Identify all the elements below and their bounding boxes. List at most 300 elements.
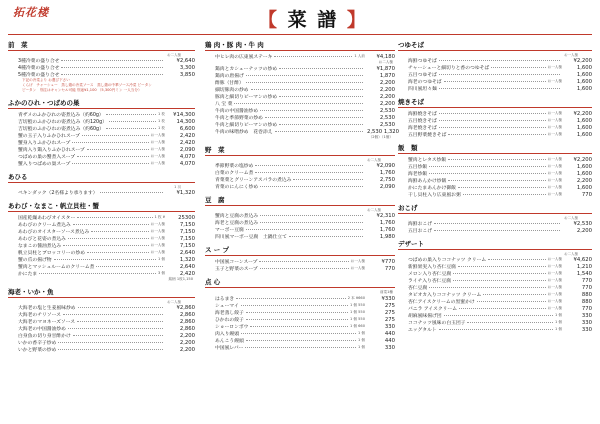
menu-item: [398, 256, 592, 263]
menu-item-quantity: お一人様: [150, 236, 165, 240]
dot-leader: [106, 114, 156, 115]
menu-section: [8, 172, 195, 196]
menu-item: [8, 256, 195, 263]
menu-section: [205, 245, 395, 272]
menu-item-name: 季節野菜の塩炒め: [215, 164, 254, 169]
menu-item-price: 330: [581, 319, 592, 326]
menu-item-price: 7,150: [179, 228, 195, 235]
menu-item-price: 440: [384, 337, 395, 344]
section-heading: 鶏 肉・豚 肉・牛 肉: [205, 40, 395, 51]
menu-item-name: 肉入り饅頭: [215, 332, 239, 337]
menu-item-name: 帆立貝柱とブロッコリーの炒め: [18, 251, 86, 256]
menu-item-name: 吉切鮫のふかひれの姿煮込み（約60g）: [18, 127, 104, 132]
dot-leader: [87, 149, 149, 150]
menu-item-name: 杏仁アイスクリームの黒蜜かけ: [408, 300, 475, 305]
menu-column-right: [398, 40, 592, 338]
section-serving-note: お二人様: [367, 158, 381, 162]
menu-item: [205, 302, 395, 309]
menu-section: [398, 40, 592, 92]
menu-note: 銘柄 1枚1,150: [168, 277, 193, 281]
menu-item-price: 770: [384, 265, 395, 272]
menu-item: [8, 235, 195, 242]
dot-leader: [72, 142, 148, 143]
menu-item-name: あわびのクリーム煮込み: [18, 223, 71, 228]
dot-leader: [483, 294, 545, 295]
menu-item: [205, 169, 395, 176]
dot-leader: [61, 74, 163, 75]
menu-item-price: 770: [581, 277, 592, 284]
section-heading: 海老・いか・魚: [8, 287, 195, 298]
section-heading: 前 菜: [8, 40, 195, 51]
menu-item: [398, 191, 592, 198]
menu-item-quantity: お一人様: [150, 250, 165, 254]
menu-item-name: 五目焼きそば: [408, 119, 437, 124]
menu-section: [398, 143, 592, 198]
menu-item-name: メロン入り杏仁豆腐: [408, 272, 452, 277]
menu-item-price: 1,600: [576, 64, 592, 71]
menu-item: [398, 170, 592, 177]
menu-item-name: はるまき: [215, 297, 235, 302]
dot-leader: [236, 298, 345, 299]
menu-item: [205, 337, 395, 344]
menu-item-price: ¥330: [381, 295, 395, 302]
menu-item-price: ¥4,180: [376, 53, 395, 60]
menu-item-name: 干し貝柱入り広東風お粥: [408, 193, 461, 198]
menu-item-name: 国産乾燥あわびオイスター: [18, 216, 76, 221]
section-heading: 焼きそば: [398, 97, 592, 108]
menu-item-price: 6,600: [179, 125, 195, 132]
dot-leader: [255, 172, 363, 173]
menu-item: [398, 110, 592, 117]
menu-item-price: 1,210: [576, 263, 592, 270]
dot-leader: [439, 120, 546, 121]
dot-leader: [87, 252, 149, 253]
menu-item-quantity: 1 個 550: [349, 317, 365, 321]
menu-item-quantity: お一人様: [547, 79, 562, 83]
dot-leader: [61, 67, 163, 68]
dot-leader: [246, 75, 363, 76]
dot-leader: [459, 308, 546, 309]
menu-item: [8, 111, 195, 118]
menu-item-price: 1,600: [576, 163, 592, 170]
menu-item-price: 330: [384, 344, 395, 351]
menu-item-quantity: お一人様: [547, 257, 562, 261]
menu-item-name: あんこう饅頭: [215, 339, 244, 344]
dot-leader: [77, 156, 149, 157]
dot-leader: [63, 314, 163, 315]
menu-item-price: 1,600: [576, 117, 592, 124]
menu-item-name: かにたま: [18, 272, 38, 277]
menu-item-name: 五目炒飯: [408, 165, 428, 170]
dot-leader: [58, 342, 163, 343]
menu-item-name: 新鮮果実入り杏仁豆腐: [408, 265, 456, 270]
menu-section: [8, 287, 195, 353]
menu-item-name: 白身魚の切り身甘酢かけ: [18, 334, 71, 339]
menu-section: [205, 145, 395, 190]
menu-item-price: 1,600: [576, 85, 592, 92]
dot-leader: [448, 134, 545, 135]
menu-item: [205, 114, 395, 121]
menu-item-name: 5種冷菜の盛り合せ: [18, 73, 60, 78]
section-heading: おこげ: [398, 203, 592, 214]
section-serving-note: お一人様: [564, 53, 578, 57]
section-heading: 豆 腐: [205, 195, 395, 206]
section-serving-note: お二人様: [564, 216, 578, 220]
menu-item: [8, 125, 195, 132]
menu-item-name: 海鮮焼きそば: [408, 112, 437, 117]
menu-section: [205, 195, 395, 240]
menu-item-quantity: 1 個 550: [349, 310, 365, 314]
menu-item-price: 880: [581, 291, 592, 298]
menu-item: [205, 309, 395, 316]
menu-item-price: ¥2,090: [376, 162, 395, 169]
dot-leader: [453, 273, 545, 274]
menu-item-quantity: 1 枚: [157, 126, 165, 130]
menu-item: [398, 305, 592, 312]
menu-item-quantity: お一人様: [547, 192, 562, 196]
menu-item-name: 青菜菜とグリーンアスパラの煮込み: [215, 178, 292, 183]
menu-item-name: 玉子と野菜のスープ: [215, 267, 258, 272]
menu-item: [398, 71, 592, 78]
menu-item-name: バニラ アイスクリーム: [408, 307, 458, 312]
menu-item-quantity: 1 人前: [354, 54, 365, 58]
menu-item: [205, 183, 395, 190]
dot-leader: [246, 319, 348, 320]
menu-item-price: 4,070: [179, 160, 195, 167]
menu-item-name: 蟹肉と豆腐の煮込み: [215, 214, 259, 219]
menu-note: お二人様: [378, 60, 393, 64]
dot-leader: [246, 82, 363, 83]
section-serving-note: お二人様: [167, 300, 181, 304]
menu-item-name: 大海老の中国醤油炒め: [18, 327, 66, 332]
dot-leader: [439, 60, 560, 61]
menu-item: [205, 212, 395, 219]
menu-section: [8, 40, 195, 93]
menu-item: [8, 57, 195, 64]
menu-item-quantity: お一人様: [547, 65, 562, 69]
menu-item: [8, 228, 195, 235]
dot-leader: [109, 121, 156, 122]
menu-item-name: 五目野菜焼きそば: [408, 133, 447, 138]
dot-leader: [275, 131, 363, 132]
menu-note: （2個）（1個）: [368, 135, 393, 139]
menu-item: [205, 65, 395, 72]
menu-column-left: [8, 40, 195, 358]
menu-item-quantity: 1 枚: [157, 119, 165, 123]
section-serving-note: お二人様: [564, 252, 578, 256]
menu-item-price: ¥2,200: [573, 57, 592, 64]
menu-item-name: 牛肉と細切りピーマンの炒め: [215, 123, 278, 128]
menu-item-name: 4種冷菜の盛り合せ: [18, 66, 60, 71]
dot-leader: [458, 266, 546, 267]
menu-item-price: 2,200: [379, 86, 395, 93]
dot-leader: [72, 163, 148, 164]
menu-item: [8, 64, 195, 71]
menu-item-name: 豚肉と細切りピーマンの炒め: [215, 95, 278, 100]
menu-item: [8, 242, 195, 249]
section-heading: 飯 類: [398, 143, 592, 154]
menu-item-name: 大海老の塩と生姜風味炒め: [18, 306, 76, 311]
menu-item-price: 1,600: [576, 78, 592, 85]
menu-item: [205, 121, 395, 128]
dot-leader: [260, 268, 349, 269]
menu-item-name: 青菜のにんにく炒め: [215, 185, 259, 190]
menu-item: [205, 107, 395, 114]
dot-leader: [439, 74, 560, 75]
menu-item-name: 3種冷菜の盛り合せ: [18, 59, 60, 64]
menu-item: [205, 258, 395, 265]
menu-item: [398, 270, 592, 277]
menu-item-price: 7,150: [179, 242, 195, 249]
menu-item: [398, 220, 592, 227]
menu-item-quantity: お一人様: [547, 125, 562, 129]
dot-leader: [279, 124, 363, 125]
dot-leader: [245, 347, 356, 348]
menu-item: [398, 85, 592, 92]
menu-item-price: ¥2,200: [573, 110, 592, 117]
menu-item-price: 2,640: [179, 263, 195, 270]
menu-item-name: マーボー豆腐: [215, 228, 244, 233]
menu-item-price: 7,150: [179, 221, 195, 228]
menu-item: [398, 326, 592, 333]
menu-section: [8, 201, 195, 282]
dot-leader: [429, 166, 545, 167]
dot-leader: [234, 103, 363, 104]
menu-item-price: ¥2,200: [573, 156, 592, 163]
menu-item: [8, 304, 195, 311]
menu-item: [398, 57, 592, 64]
menu-item-quantity: 1 枚: [157, 112, 165, 116]
menu-item: [8, 132, 195, 139]
dot-leader: [260, 215, 363, 216]
menu-item-name: かにたまあんかけ御飯: [408, 186, 456, 191]
menu-item-name: 細切豚肉の炒め: [215, 88, 249, 93]
dot-leader: [467, 322, 553, 323]
menu-item-name: エッグタルト: [408, 328, 437, 333]
menu-item-name: いかと野菜の炒め: [18, 348, 57, 353]
menu-item-price: 2,860: [179, 318, 195, 325]
menu-item-quantity: 1 個: [554, 327, 562, 331]
menu-item-price: ¥14,300: [173, 111, 195, 118]
menu-item-name: 牛肉と季節野菜の炒め: [215, 116, 263, 121]
menu-item-name: 海鮮つゆそば: [408, 59, 437, 64]
menu-item-price: 1,760: [379, 169, 395, 176]
menu-item-quantity: お一人様: [547, 178, 562, 182]
menu-item-name: 八 宝 菜: [215, 102, 233, 107]
menu-item-price: 14,300: [176, 118, 195, 125]
menu-item: [8, 270, 195, 277]
menu-item-name: 四川風マーボー豆腐 土鍋仕立て: [215, 235, 287, 240]
menu-item-name: 牛肉の味噌炒め 花巻添え: [215, 130, 273, 135]
menu-item-price: ¥4,620: [573, 256, 592, 263]
menu-item-price: 1,760: [379, 226, 395, 233]
section-heading: 点 心: [205, 277, 395, 288]
menu-item-price: 770: [581, 191, 592, 198]
menu-item-quantity: お一人様: [150, 133, 165, 137]
menu-item-price: 330: [581, 312, 592, 319]
menu-item: [8, 160, 195, 167]
dot-leader: [68, 238, 149, 239]
menu-item-quantity: お一人様: [547, 132, 562, 136]
dot-leader: [259, 261, 348, 262]
menu-item-quantity: 1 個: [157, 257, 165, 261]
dot-leader: [246, 340, 356, 341]
menu-item-name: 酢豚（甘酢）: [215, 81, 244, 86]
dot-leader: [274, 56, 352, 57]
menu-item-price: 275: [384, 316, 395, 323]
menu-note: ピータン 別注はキャンセル可能 別途¥1,100 （5,300円ミン 一人当分）: [22, 88, 142, 92]
menu-section: [8, 98, 195, 167]
dot-leader: [448, 180, 545, 181]
menu-item: [205, 226, 395, 233]
menu-item-name: いかの香辛子炒め: [18, 341, 57, 346]
menu-item-quantity: 1 個: [357, 338, 365, 342]
menu-item-name: 中国風レバー: [215, 346, 244, 351]
menu-note: くらげ チャーシュー 蒸し鶏の冷菜ソース 蒸し鶏の中華ソース冷菜 ピータン: [22, 83, 152, 87]
menu-item-price: ¥2,860: [176, 304, 195, 311]
menu-item-quantity: お一人様: [547, 306, 562, 310]
menu-item-quantity: お一人様: [547, 185, 562, 189]
menu-item-name: 鶏肉の唐揚げ: [215, 74, 244, 79]
menu-item: [398, 117, 592, 124]
menu-item-quantity: お一人様: [150, 161, 165, 165]
dot-leader: [289, 236, 363, 237]
menu-item-price: 330: [384, 323, 395, 330]
menu-column-middle: [205, 40, 400, 356]
menu-item: [205, 79, 395, 86]
menu-item-quantity: お一人様: [547, 118, 562, 122]
title-bracket-close: 】: [346, 9, 368, 31]
menu-item-name: 大海老のチリソース: [18, 313, 61, 318]
dot-leader: [246, 312, 348, 313]
menu-item: [205, 344, 395, 351]
section-heading: ス ー プ: [205, 245, 395, 256]
menu-item-quantity: 1 個 550: [349, 303, 365, 307]
menu-item-name: 四川風坦々麺: [408, 87, 437, 92]
dot-leader: [61, 60, 163, 61]
menu-item-price: 2,530: [379, 107, 395, 114]
menu-item: [398, 227, 592, 234]
menu-item-name: 大海老のマヨネーズソース: [18, 320, 76, 325]
dot-leader: [293, 179, 363, 180]
menu-item-price: ¥2,530: [573, 220, 592, 227]
menu-item-quantity: お一人様: [150, 229, 165, 233]
menu-item-name: 鶏肉とカシューナッツの炒め: [215, 67, 278, 72]
menu-item-name: 蟹入りつばめの巣スープ: [18, 162, 71, 167]
dot-leader: [260, 222, 363, 223]
menu-item-name: シューマイ: [215, 304, 239, 309]
menu-item: [8, 146, 195, 153]
dot-leader: [448, 159, 545, 160]
menu-item-price: 4,070: [179, 153, 195, 160]
dot-leader: [439, 113, 546, 114]
menu-item-price: 2,200: [379, 79, 395, 86]
dot-leader: [78, 307, 163, 308]
dot-leader: [444, 81, 546, 82]
menu-item: [205, 295, 395, 302]
menu-item-name: 蟹の玉子入りふかひれスープ: [18, 134, 80, 139]
menu-item: [398, 124, 592, 131]
menu-item: [8, 153, 195, 160]
menu-item: [205, 53, 395, 60]
menu-item-name: 五目つゆそば: [408, 73, 437, 78]
menu-item: [205, 233, 395, 240]
menu-item-quantity: 3 個: [157, 271, 165, 275]
section-serving-note: お二人様: [367, 208, 381, 212]
menu-item-price: 2,530 1,320: [367, 128, 400, 135]
menu-item: [8, 249, 195, 256]
dot-leader: [63, 245, 148, 246]
menu-item-price: 275: [384, 302, 395, 309]
section-heading: つゆそば: [398, 40, 592, 51]
menu-item: [8, 332, 195, 339]
menu-item: [398, 184, 592, 191]
dot-leader: [77, 217, 152, 218]
menu-item-name: 蟹の爪の揚げ物: [18, 258, 52, 263]
dot-leader: [439, 88, 560, 89]
menu-item: [8, 263, 195, 270]
menu-item-price: 2,420: [179, 270, 195, 277]
menu-item-price: 1,980: [379, 233, 395, 240]
menu-item-name: ライチ入り杏仁豆腐: [408, 279, 452, 284]
menu-item: [398, 156, 592, 163]
dot-leader: [73, 224, 149, 225]
dot-leader: [250, 326, 347, 327]
dot-leader: [429, 287, 545, 288]
menu-item-name: つばめの巣入りココナッツ クリーム: [408, 258, 487, 263]
menu-item-quantity: 1 個: [357, 345, 365, 349]
menu-item: [398, 131, 592, 138]
menu-item-price: 1,600: [576, 184, 592, 191]
menu-item-name: タピオカ入りココナッツ クリーム: [408, 293, 482, 298]
menu-item-price: 2,200: [179, 339, 195, 346]
section-heading: 野 菜: [205, 145, 395, 156]
menu-item-quantity: お一人様: [547, 271, 562, 275]
menu-item: [205, 162, 395, 169]
menu-item-name: ショーロンポウ: [215, 325, 249, 330]
menu-item-price: ¥1,320: [176, 189, 195, 196]
menu-item-price: ¥770: [381, 258, 395, 265]
menu-item: [205, 219, 395, 226]
menu-item-name: あわびと花姿の煮込み: [18, 237, 66, 242]
menu-item-price: ¥2,640: [176, 57, 195, 64]
menu-item: [8, 221, 195, 228]
dot-leader: [91, 231, 148, 232]
restaurant-logo: 拓花楼: [13, 6, 49, 19]
menu-item-price: 1,760: [379, 219, 395, 226]
menu-item-name: 胡麻風味揚げ団: [408, 314, 442, 319]
menu-item-name: 蟹肉入り鶏入りふかひれスープ: [18, 148, 85, 153]
menu-item: [8, 139, 195, 146]
menu-item-price: 440: [384, 330, 395, 337]
dot-leader: [458, 187, 546, 188]
menu-item-price: 2,090: [379, 183, 395, 190]
menu-section: [205, 40, 400, 140]
menu-item-quantity: お一人様: [350, 266, 365, 270]
menu-item: [205, 323, 395, 330]
dot-leader: [82, 135, 149, 136]
menu-item-name: 中ヒレ肉の広東風ステーキ: [215, 55, 273, 60]
menu-item: [205, 93, 395, 100]
dot-leader: [241, 333, 356, 334]
menu-item-quantity: お一人様: [150, 140, 165, 144]
menu-item-quantity: 1 個: [554, 320, 562, 324]
dot-leader: [106, 128, 156, 129]
dot-leader: [96, 266, 163, 267]
menu-item: [398, 177, 592, 184]
dot-leader: [68, 328, 163, 329]
menu-item-name: 杏仁豆腐: [408, 286, 428, 291]
